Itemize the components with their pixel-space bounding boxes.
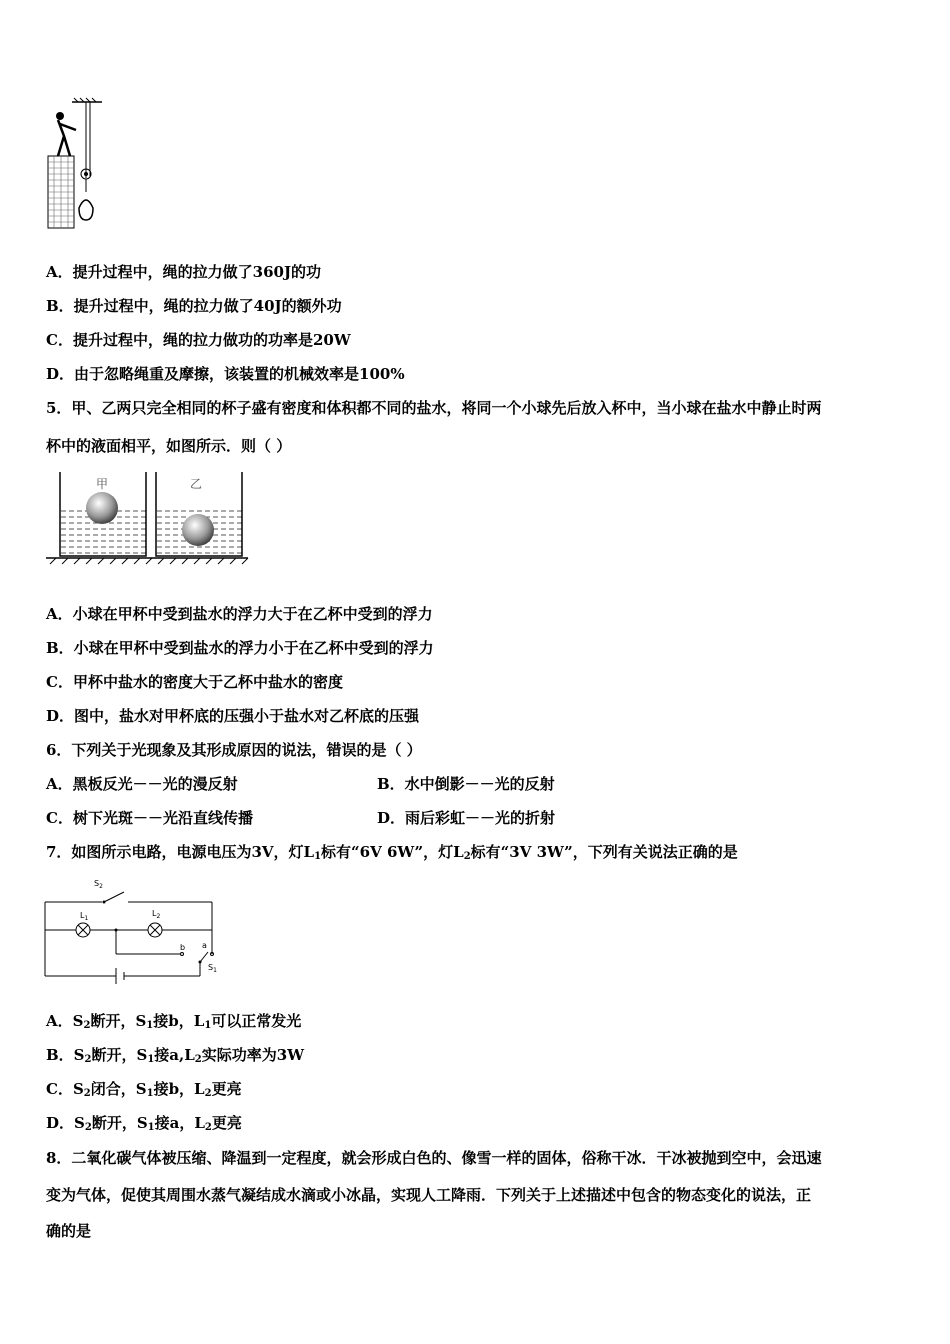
q5-stem-line1: 5．甲、乙两只完全相同的杯子盛有密度和体积都不同的盐水，将同一个小球先后放入杯中，当小球在盐水中静止时两 — [46, 399, 822, 417]
svg-text:b: b — [180, 943, 186, 952]
svg-text:L2: $L_2$ — [152, 909, 161, 920]
q7-stem: 7．如图所示电路，电源电压为3V，灯$L_1$标有“6V 6W”，灯$L_2$标有“3V 3W”，下列有关说法正确的是 — [46, 843, 738, 862]
q8-stem-line1: 8．二氧化碳气体被压缩、降温到一定程度，就会形成白色的、像雪一样的固体，俗称干冰．干冰被抛到空中，会迅速 — [46, 1149, 822, 1167]
cup-label-jia: 甲 — [96, 477, 109, 491]
q4-option-a[interactable]: A．提升过程中，绳的拉力做了360J的功 — [46, 263, 322, 281]
q5-option-c[interactable]: C．甲杯中盐水的密度大于乙杯中盐水的密度 — [46, 673, 343, 691]
cups-figure — [44, 466, 250, 566]
ball-yi — [182, 514, 214, 546]
q6-option-b[interactable]: B．水中倒影－－光的反射 — [377, 775, 555, 793]
svg-text:L1: $L_1$ — [80, 911, 89, 922]
q6-stem: 6．下列关于光现象及其形成原因的说法，错误的是（ ） — [46, 741, 422, 759]
q7-option-d[interactable]: D．$S_2$断开，$S_1$接a，$L_2$更亮 — [46, 1114, 242, 1133]
svg-text:a: a — [202, 941, 207, 950]
q7-option-c[interactable]: C．$S_2$闭合，$S_1$接b，$L_2$更亮 — [46, 1080, 242, 1099]
cup-label-yi: 乙 — [190, 477, 203, 491]
q5-option-d[interactable]: D．图中，盐水对甲杯底的压强小于盐水对乙杯底的压强 — [46, 707, 420, 725]
circuit-figure — [40, 872, 220, 994]
q6-option-d[interactable]: D．雨后彩虹－－光的折射 — [377, 809, 556, 827]
q5-stem-line2: 杯中的液面相平，如图所示．则（ ） — [46, 437, 292, 455]
q7-option-b[interactable]: B．$S_2$断开，$S_1$接$a,L_2$实际功率为3W — [46, 1046, 305, 1065]
q5-option-a[interactable]: A．小球在甲杯中受到盐水的浮力大于在乙杯中受到的浮力 — [46, 605, 433, 623]
q7-option-a[interactable]: A．$S_2$断开，$S_1$接b，$L_1$可以正常发光 — [46, 1012, 302, 1031]
svg-text:S2: $S_2$ — [94, 879, 103, 890]
svg-text:S1: $S_1$ — [208, 963, 217, 974]
q5-option-b[interactable]: B．小球在甲杯中受到盐水的浮力小于在乙杯中受到的浮力 — [46, 639, 434, 657]
pulley-figure — [44, 96, 104, 231]
ball-jia — [86, 492, 118, 524]
q8-stem-line3: 确的是 — [46, 1222, 92, 1240]
q6-option-c[interactable]: C．树下光斑－－光沿直线传播 — [46, 809, 253, 827]
q4-option-d[interactable]: D．由于忽略绳重及摩擦，该装置的机械效率是100% — [46, 365, 405, 383]
q4-option-c[interactable]: C．提升过程中，绳的拉力做功的功率是20W — [46, 331, 351, 349]
q4-option-b[interactable]: B．提升过程中，绳的拉力做了40J的额外功 — [46, 297, 342, 315]
q8-stem-line2: 变为气体，促使其周围水蒸气凝结成水滴或小冰晶，实现人工降雨．下列关于上述描述中包含的物态变化的说法，正 — [46, 1186, 812, 1204]
q6-option-a[interactable]: A．黑板反光－－光的漫反射 — [46, 775, 238, 793]
